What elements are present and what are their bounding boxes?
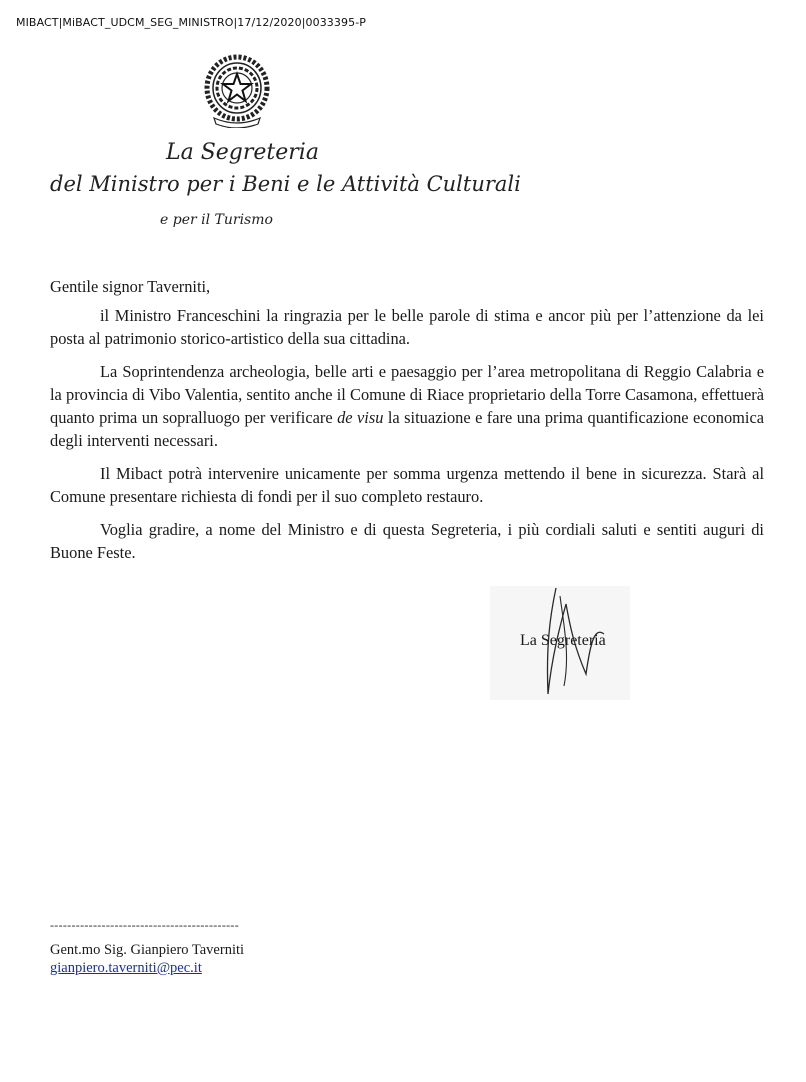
recipient-name: Gent.mo Sig. Gianpiero Taverniti: [50, 942, 245, 958]
greeting: Gentile signor Taverniti,: [50, 277, 211, 296]
paragraph-3: Il Mibact potrà intervenire unicamente per somma urgenza mettendo il bene in sicurezza. Starà al Comune presentare richiesta di fondi per il suo completo restauro.: [50, 464, 764, 506]
italian-republic-emblem-icon: [202, 52, 272, 128]
letter-body: [50, 304, 764, 574]
protocol-number: MIBACT|MiBACT_UDCM_SEG_MINISTRO|17/12/2020|0033395-P: [16, 16, 367, 29]
paragraph-1: il Ministro Franceschini la ringrazia per le belle parole di stima e ancor più per l’attenzione da lei posta al patrimonio storico-artistico della sua cittadina.: [50, 306, 764, 348]
footer-separator: --------------------------------------------: [50, 918, 240, 932]
paragraph-2-part-a: La Soprintendenza archeologia, belle arti e paesaggio per l’area metropolitana di Reggio Calabria e la provincia di Vibo Valentia, sentito anche il Comune di Riace proprietario della Torre Casamona, effettuerà quanto prima un sopralluogo per verificare: [50, 362, 764, 427]
header-line-2: del Ministro per i Beni e le Attività Culturali: [50, 172, 521, 196]
paragraph-2-emphasis: de visu: [337, 408, 384, 427]
header-line-1: La Segreteria: [166, 140, 319, 165]
paragraph-2: [50, 360, 764, 452]
paragraph-2-part-b: la situazione e fare una prima quantificazione economica degli interventi necessari.: [50, 408, 765, 450]
signature-block: [490, 586, 630, 700]
signature-label: La Segreteria: [520, 632, 606, 649]
paragraph-4: Voglia gradire, a nome del Ministro e di questa Segreteria, i più cordiali saluti e sentiti auguri di Buone Feste.: [50, 520, 764, 562]
recipient-email-link[interactable]: gianpiero.taverniti@pec.it: [50, 960, 202, 976]
header-line-3: e per il Turismo: [160, 212, 273, 228]
